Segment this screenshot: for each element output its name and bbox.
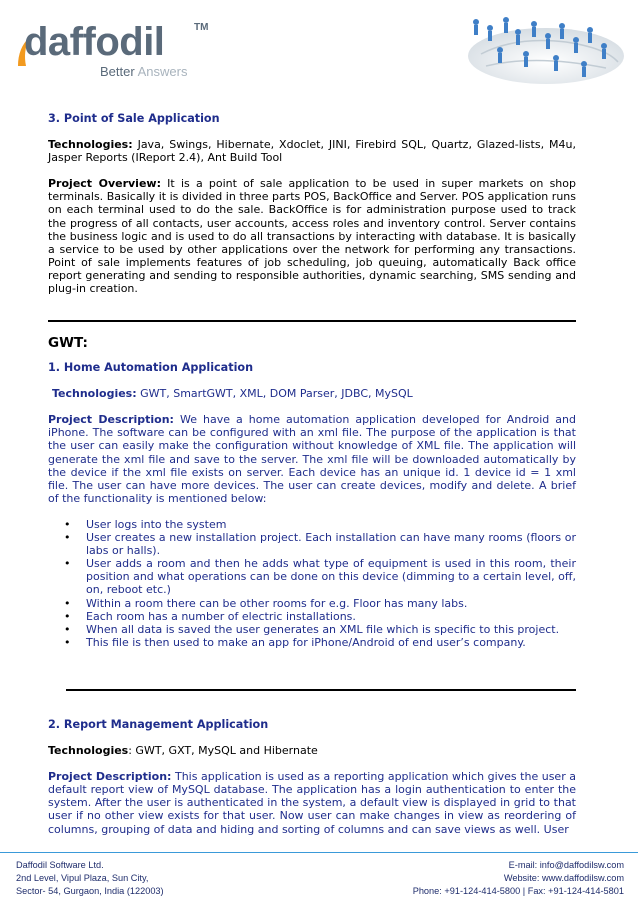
tagline-answers: Answers <box>137 64 188 79</box>
pos-technologies <box>48 138 576 164</box>
home-tech-label: Technologies: <box>52 387 137 401</box>
bullet-icon: • <box>64 517 71 531</box>
home-desc-label: Project Description: <box>48 413 174 427</box>
report-section-title: 2. Report Management Application <box>48 718 269 731</box>
pos-tech-text: Java, Swings, Hibernate, Xdoclet, JINI, Firebird SQL, Quartz, Glazed-lists, M4u, Jasper Reports (IReport 2.4), Ant Build Tool <box>48 138 576 165</box>
home-feature-list <box>64 518 576 649</box>
section-divider <box>48 320 576 322</box>
list-item: • User creates a new installation project. Each installation can have many rooms (floors or labs or halls). <box>64 531 576 558</box>
bullet-icon: • <box>64 622 71 636</box>
footer-phone: Phone: +91-124-414-5800 | Fax: +91-124-414-5801 <box>412 886 624 896</box>
logo-wordmark: daffodil <box>24 20 165 64</box>
daffodil-logo <box>16 14 216 84</box>
list-item: • This file is then used to make an app for iPhone/Android of end user’s company. <box>64 635 526 649</box>
report-tech-text: : GWT, GXT, MySQL and Hibernate <box>128 744 318 758</box>
footer-company: Daffodil Software Ltd. <box>16 860 104 870</box>
footer-address-line1: 2nd Level, Vipul Plaza, Sun City, <box>16 873 149 883</box>
list-item: • Within a room there can be other rooms for e.g. Floor has many labs. <box>64 596 468 610</box>
list-item: • When all data is saved the user generates an XML file which is specific to this project. <box>64 622 560 636</box>
page-footer <box>0 852 638 902</box>
list-item: • Each room has a number of electric installations. <box>64 609 356 623</box>
network-globe-icon <box>456 6 626 86</box>
gwt-heading: GWT: <box>48 335 88 351</box>
home-section-title: 1. Home Automation Application <box>48 361 254 375</box>
bullet-icon: • <box>64 609 71 623</box>
report-tech-label: Technologies <box>48 744 129 758</box>
gwt-body <box>48 337 576 649</box>
section-divider <box>66 689 576 691</box>
list-item: • User adds a room and then he adds what type of equipment is used in this room, their position and what operations can be done on this device (dimming to a certain level, off, on, reboot etc.) <box>64 557 576 597</box>
bullet-icon: • <box>64 531 71 545</box>
footer-email: E-mail: info@daffodilsw.com <box>508 860 624 870</box>
bullet-icon: • <box>64 557 71 571</box>
pos-overview-text: It is a point of sale application to be used in super markets on shop terminals. Basically it is divided in three parts POS, BackOffice and Server. POS application runs on each terminal used to do the sale. BackOffice is for administration purpose used to track the progress of all contacts, user accounts, access roles and inventory control. Server contains the business logic and is used to do all transactions by interacting with database. It is basically a service to be used by other applications over the network for performing any transactions. Point of sale implements features of job scheduling, job queuing, automatically Back office report generating and sending to responsible authorities, dynamic searching, SMS sending and plug-in creation. <box>48 177 576 296</box>
report-technologies <box>48 744 576 757</box>
footer-address-line2: Sector- 54, Gurgaon, India (122003) <box>16 886 164 896</box>
tagline-better: Better <box>100 64 135 79</box>
pos-overview-label: Project Overview: <box>48 177 161 191</box>
pos-section-title: 3. Point of Sale Application <box>48 112 220 125</box>
home-technologies <box>52 387 576 400</box>
report-desc-label: Project Description: <box>48 770 172 784</box>
report-body <box>48 718 576 836</box>
bullet-icon: • <box>64 596 71 610</box>
footer-website: Website: www.daffodilsw.com <box>503 873 624 883</box>
footer-contact <box>413 859 624 898</box>
home-desc-text: We have a home automation application developed for Android and iPhone. The software can be configured with an xml file. The purpose of the application is that the user can easily make the configuration without knowledge of XML file. The application will generate the xml file and save to the server. The xml file will be downloaded automatically by the device if the xml file exists on server. Each device has an unique id. 1 device id = 1 xml file. The user can have more devices. The user can create devices, modify and delete. A brief of the functionality is mentioned below: <box>48 413 577 505</box>
list-item: • User logs into the system <box>64 517 227 531</box>
home-tech-text: GWT, SmartGWT, XML, DOM Parser, JDBC, MySQL <box>136 387 413 401</box>
home-description <box>48 413 576 505</box>
logo-tagline <box>100 64 187 79</box>
footer-address <box>16 859 164 898</box>
report-desc-text: This application is used as a reporting application which gives the user a default report view of MySQL database. The application has a login authentication to enter the system. After the user is authenticated in the system, a default view is displayed in grid to that user if no other view exists for that user. Now user can make changes in view as reordering of columns, grouping of data and hiding and sorting of columns and can save views as well. User <box>48 770 576 836</box>
logo-trademark: TM <box>194 22 209 33</box>
page-header <box>0 0 638 92</box>
report-description <box>48 770 576 835</box>
document-body <box>48 112 576 295</box>
pos-tech-label: Technologies: <box>48 138 133 152</box>
pos-overview <box>48 177 576 295</box>
bullet-icon: • <box>64 635 71 649</box>
